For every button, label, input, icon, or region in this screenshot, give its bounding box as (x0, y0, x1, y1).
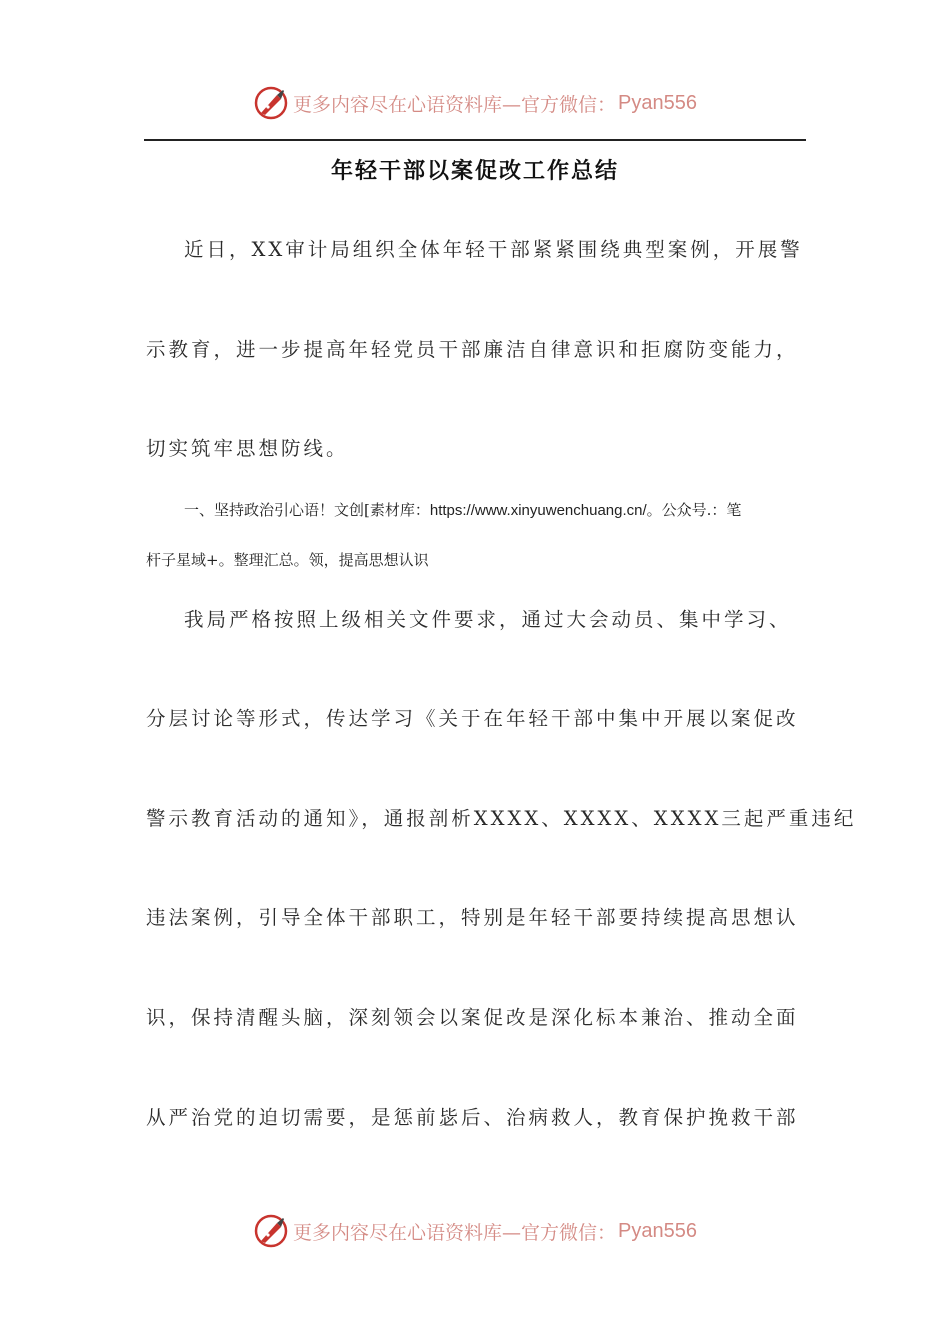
section-heading-suffix: 。公众号.：笔 (646, 501, 742, 519)
paragraph-line: 分层讨论等形式，传达学习《关于在年轻干部中集中开展以案促改 (146, 707, 799, 730)
paragraph-line: 违法案例，引导全体干部职工，特别是年轻干部要持续提高思想认 (146, 906, 799, 929)
header-divider (144, 139, 806, 141)
section-heading-line-2: 杆子星域+。整理汇总。领，提高思想认识 (146, 551, 429, 569)
paragraph-line: 识，保持清醒头脑，深刻领会以案促改是深化标本兼治、推动全面 (146, 1006, 799, 1029)
paragraph-line: 从严治党的迫切需要，是惩前毖后、治病救人，教育保护挽救干部 (146, 1106, 799, 1129)
paragraph-line: 切实筑牢思想防线。 (146, 437, 349, 460)
header-banner-wechat-id: Pyan556 (618, 91, 697, 114)
pen-nib-logo-icon (253, 85, 289, 121)
header-banner (0, 83, 950, 123)
footer-banner (0, 1211, 950, 1251)
footer-banner-wechat-id: Pyan556 (618, 1219, 697, 1242)
pen-nib-logo-icon (253, 1213, 289, 1249)
paragraph-line: 我局严格按照上级相关文件要求，通过大会动员、集中学习、 (184, 608, 792, 631)
footer-banner-text: 更多内容尽在心语资料库—官方微信： (293, 1221, 617, 1244)
paragraph-line: 示教育，进一步提高年轻党员干部廉洁自律意识和拒腐防变能力， (146, 338, 799, 361)
header-banner-text: 更多内容尽在心语资料库—官方微信： (293, 93, 617, 116)
paragraph-line: 近日，XX审计局组织全体年轻干部紧紧围绕典型案例，开展警 (184, 238, 803, 261)
document-title: 年轻干部以案促改工作总结 (330, 159, 619, 184)
section-heading-line (184, 498, 741, 523)
source-url-link[interactable]: https://www.xinyuwenchuang.cn/ (429, 502, 647, 519)
section-heading-prefix: 一、坚持政治引心语！文创[素材库： (184, 501, 430, 519)
paragraph-line: 警示教育活动的通知》，通报剖析XXXX、XXXX、XXXX三起严重违纪 (146, 807, 857, 830)
